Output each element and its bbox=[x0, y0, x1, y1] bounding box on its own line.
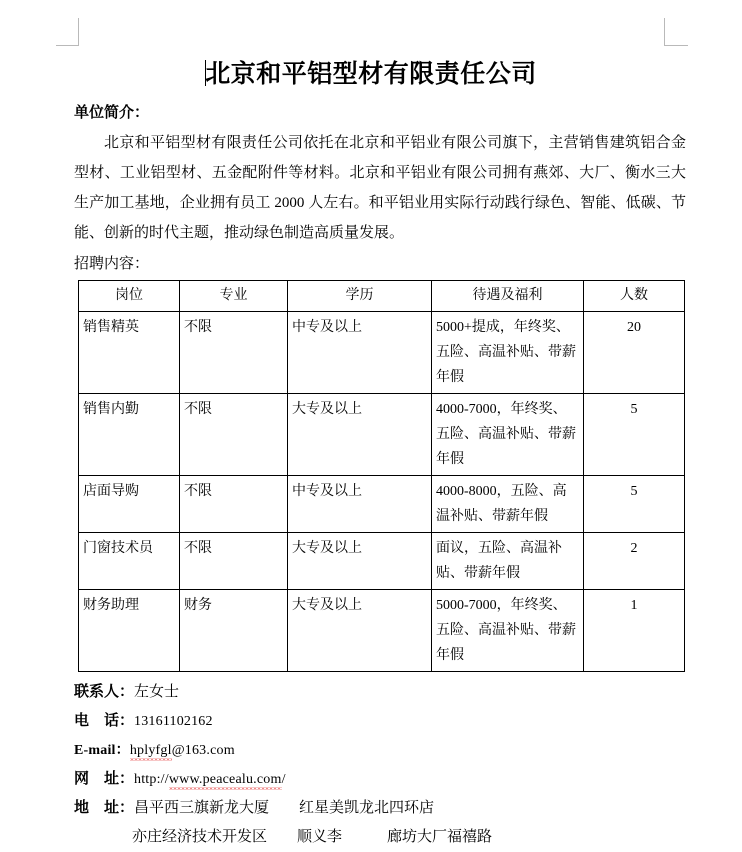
intro-heading: 单位简介： bbox=[74, 105, 150, 121]
contact-email-domain: @163.com bbox=[171, 743, 235, 758]
cell-education: 中专及以上 bbox=[288, 312, 432, 394]
contact-phone-row bbox=[74, 707, 686, 736]
page-corner-mark-top-right bbox=[656, 18, 684, 46]
contact-address-row-secondary bbox=[74, 823, 686, 852]
cell-count: 20 bbox=[584, 312, 685, 394]
contact-person-value: 左女士 bbox=[134, 684, 180, 700]
contact-phone-value: 13161102162 bbox=[134, 714, 213, 729]
cell-count: 5 bbox=[584, 476, 685, 533]
column-header-major: 专业 bbox=[180, 281, 288, 312]
website-trailing-slash: / bbox=[281, 772, 286, 787]
cell-major: 不限 bbox=[180, 394, 288, 476]
contact-email-user: hplyfgl bbox=[130, 743, 172, 761]
website-scheme: http:// bbox=[134, 772, 169, 787]
table-row bbox=[79, 590, 685, 672]
cell-pay: 5000-7000，年终奖、五险、高温补贴、带薪年假 bbox=[432, 590, 584, 672]
contact-address-row bbox=[74, 794, 686, 823]
contact-email-row bbox=[74, 736, 686, 765]
column-header-post: 岗位 bbox=[79, 281, 180, 312]
cell-post: 门窗技术员 bbox=[79, 533, 180, 590]
recruitment-table bbox=[78, 280, 685, 672]
page-corner-mark-top-left bbox=[58, 18, 86, 46]
intro-paragraph: 北京和平铝型材有限责任公司依托在北京和平铝业有限公司旗下，主营销售建筑铝合金型材、工业铝型材、五金配附件等材料。北京和平铝业有限公司拥有燕郊、大厂、衡水三大生产加工基地，企业拥有员工 2000 人左右。和平铝业用实际行动践行绿色、智能、低碳、节能、创新的时代主题，推动绿色制造高质量发展。 bbox=[74, 135, 686, 241]
page-title bbox=[0, 59, 742, 92]
contact-email-label: E-mail： bbox=[74, 743, 130, 758]
column-header-pay: 待遇及福利 bbox=[432, 281, 584, 312]
cell-count: 5 bbox=[584, 394, 685, 476]
website-host[interactable]: www.peacealu.com bbox=[169, 772, 282, 790]
cell-post: 财务助理 bbox=[79, 590, 180, 672]
table-row bbox=[79, 533, 685, 590]
contact-address-line-2: 亦庄经济技术开发区 顺义李 廊坊大厂福禧路 bbox=[132, 829, 493, 845]
cell-pay: 面议，五险、高温补贴、带薪年假 bbox=[432, 533, 584, 590]
contact-website-label: 网 址： bbox=[74, 771, 135, 787]
cell-education: 中专及以上 bbox=[288, 476, 432, 533]
document-body bbox=[74, 100, 686, 852]
cell-count: 2 bbox=[584, 533, 685, 590]
cell-count: 1 bbox=[584, 590, 685, 672]
contact-phone-label: 电 话： bbox=[74, 713, 135, 729]
page-title-text: 北京和平铝型材有限责任公司 bbox=[205, 60, 537, 88]
cell-education: 大专及以上 bbox=[288, 394, 432, 476]
cell-pay: 4000-7000，年终奖、五险、高温补贴、带薪年假 bbox=[432, 394, 584, 476]
cell-post: 店面导购 bbox=[79, 476, 180, 533]
contact-person-label: 联系人： bbox=[74, 684, 135, 700]
cell-major: 不限 bbox=[180, 312, 288, 394]
contact-person-row bbox=[74, 678, 686, 707]
contact-address-label: 地 址： bbox=[74, 800, 135, 816]
table-row bbox=[79, 476, 685, 533]
cell-major: 不限 bbox=[180, 533, 288, 590]
cell-education: 大专及以上 bbox=[288, 533, 432, 590]
contact-address-line-1: 昌平西三旗新龙大厦 红星美凯龙北四环店 bbox=[134, 800, 435, 816]
recruit-heading: 招聘内容： bbox=[74, 256, 150, 272]
cell-post: 销售内勤 bbox=[79, 394, 180, 476]
cell-major: 财务 bbox=[180, 590, 288, 672]
column-header-education: 学历 bbox=[288, 281, 432, 312]
table-header-row bbox=[79, 281, 685, 312]
cell-pay: 4000-8000，五险、高温补贴、带薪年假 bbox=[432, 476, 584, 533]
contact-block bbox=[74, 678, 686, 852]
column-header-count: 人数 bbox=[584, 281, 685, 312]
cell-education: 大专及以上 bbox=[288, 590, 432, 672]
table-row bbox=[79, 312, 685, 394]
cell-pay: 5000+提成，年终奖、五险、高温补贴、带薪年假 bbox=[432, 312, 584, 394]
cell-post: 销售精英 bbox=[79, 312, 180, 394]
cell-major: 不限 bbox=[180, 476, 288, 533]
contact-website-row bbox=[74, 765, 686, 794]
table-row bbox=[79, 394, 685, 476]
